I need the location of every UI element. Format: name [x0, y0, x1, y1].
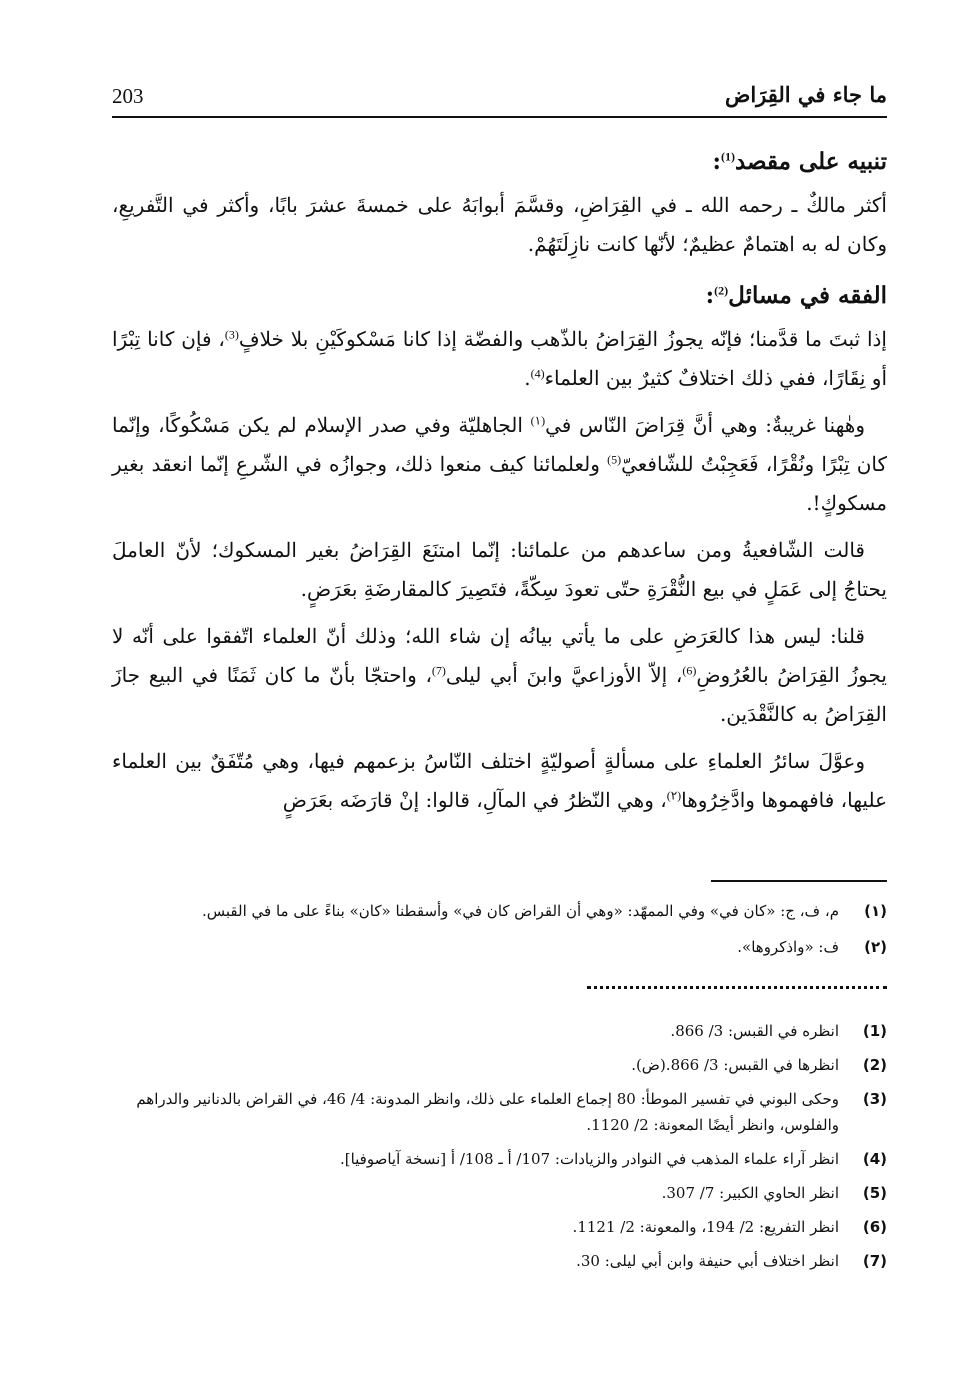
footnote [112, 1146, 887, 1172]
paragraph: قالت الشّافعيةُ ومن ساعدهم من علمائنا: إنّما امتنَعَ القِرَاضُ بغير المسكوك؛ لأنّ العاملَ يحتاجُ إلى عَمَلٍ في بيع النُّقْرَةِ حتّى تعودَ سِكّةً، فتَصِيرَ كالمقارضَةِ بعَرَضٍ. [112, 538, 887, 601]
paragraph [112, 320, 887, 398]
note-number: (7) [862, 1252, 887, 1270]
footnote [112, 1052, 887, 1078]
text-run: وعوَّلَ سائرُ العلماءِ على مسألةٍ أصوليّةٍ اختلف النّاسُ بزعمهم فيها، وهي مُتّفَقٌ بين العلماء عليها، فافهموها وادَّخِرُوها [112, 749, 887, 812]
footnote [112, 1248, 887, 1274]
heading-colon: : [705, 282, 715, 309]
text-run: ، وهي النّظرُ في المآلِ، قالوا: إنْ قارَضَه بعَرَضٍ [282, 788, 667, 812]
paragraph [112, 406, 887, 523]
text-run: قلنا: ليس هذا كالعَرَضِ على ما يأتي بيانُه إن شاء الله؛ وذلك أنّ العلماء اتّفقوا على أنّه لا يجوزُ القِرَاضُ بالعُرُوضِ [112, 624, 887, 687]
note-text: انظر آراء علماء المذهب في النوادر والزيادات: 107/ أ ـ 108/ أ [نسخة آياصوفيا]. [339, 1150, 839, 1168]
text-run: إذا ثبتَ ما قدَّمنا؛ فإنّه يجوزُ القِرَاضُ بالذّهب والفضّة إذا كانا مَسْكوكَيْنِ بلا خلافٍ [238, 327, 887, 351]
footnote-ref: (2) [714, 283, 729, 298]
note-text: انظر الحاوي الكبير: 7/ 307. [661, 1184, 839, 1202]
heading-text: تنبيه على مقصد [734, 148, 887, 175]
note-number: (5) [862, 1184, 887, 1202]
heading-colon: : [712, 148, 721, 175]
note-number: (٢) [864, 938, 887, 956]
editor-note-ref: (١) [530, 413, 546, 428]
editor-note-ref: (٢) [666, 788, 682, 803]
note-number: (3) [862, 1090, 887, 1108]
main-text [112, 138, 887, 828]
header-title: ما جاء في القِرَاض [724, 82, 887, 107]
running-header [112, 82, 887, 118]
dotted-separator [587, 986, 887, 989]
note-text: وحكى البوني في تفسير الموطأ: 80 إجماع العلماء على ذلك، وانظر المدونة: 4/ 46، في القراض بالدنانير والدراهم والفلوس، وانظر أيضًا المعونة: 2/ 1120. [136, 1090, 839, 1134]
editor-note [112, 898, 887, 924]
footnote [112, 1214, 887, 1240]
footnote-ref: (1) [720, 149, 735, 164]
paragraph: أكثر مالكٌ ـ رحمه الله ـ في القِرَاضِ، وقسَّمَ أبوابَهُ على خمسةَ عشرَ بابًا، وأكثر في التَّفريعِ، وكان له به اهتمامٌ عظيمٌ؛ لأنّها كانت نازِلَتَهُمْ. [112, 193, 887, 256]
footnote [112, 1086, 887, 1138]
note-text: انظرها في القبس: 3/ 866.(ض). [631, 1056, 839, 1074]
text-run: الجاهليّة وفي صدر الإسلام لم يكن مَسْكُوكًا، وإنّما كان تِبْرًا ونُقْرًا، فَعَجِبْتُ للشّافعيّ [112, 413, 887, 476]
footnote-separator [711, 880, 887, 882]
editor-note [112, 934, 887, 960]
note-text: انظره في القبس: 3/ 866. [670, 1022, 839, 1040]
section-heading-fiqh [112, 272, 887, 320]
text-run: ، واحتجّا بأنّ ما كان ثَمَنًا في البيع جازَ القِرَاضُ به كالنَّقْدَين. [112, 663, 887, 726]
note-text: ف: «واذكروها». [737, 938, 839, 956]
footnote-ref: (3) [224, 327, 239, 342]
note-number: (4) [862, 1150, 887, 1168]
page-number: 203 [112, 84, 144, 108]
text-run: ولعلمائنا كيف منعوا ذلك، وجوازُه في الشّرعِ إنّما انعقد بغير مسكوكٍ!. [112, 452, 887, 515]
section-heading-tanbih [112, 138, 887, 186]
footnote [112, 1180, 887, 1206]
footnote-ref: (7) [431, 663, 446, 678]
note-text: انظر التفريع: 2/ 194، والمعونة: 2/ 1121. [572, 1218, 839, 1236]
footnote-ref: (6) [682, 663, 697, 678]
note-number: (١) [864, 902, 887, 920]
editor-notes [112, 898, 887, 968]
note-number: (6) [862, 1218, 887, 1236]
note-number: (2) [862, 1056, 887, 1074]
footnotes [112, 1018, 887, 1282]
footnote-ref: (4) [530, 366, 545, 381]
text-run: وهٰهنا غريبةٌ: وهي أنَّ قِرَاضَ النّاس في [545, 413, 865, 437]
paragraph [112, 617, 887, 734]
note-number: (1) [862, 1022, 887, 1040]
note-text: انظر اختلاف أبي حنيفة وابن أبي ليلى: 30. [576, 1252, 839, 1270]
text-run: ، إلاّ الأوزاعيَّ وابنَ أبي ليلى [445, 663, 683, 687]
note-text: م، ف، ج: «كان في» وفي الممهّد: «وهي أن القراض كان في» وأسقطنا «كان» بناءً على ما في القبس. [202, 902, 839, 920]
heading-text: الفقه في مسائل [728, 282, 887, 309]
paragraph [112, 742, 887, 820]
footnote [112, 1018, 887, 1044]
text-run: ، فإن كانا تِبْرًا أو نِقَارًا، ففي ذلك اختلافٌ كثيرٌ بين العلماء [112, 327, 887, 390]
footnote-ref: (5) [607, 452, 622, 467]
text-run: . [524, 366, 531, 390]
